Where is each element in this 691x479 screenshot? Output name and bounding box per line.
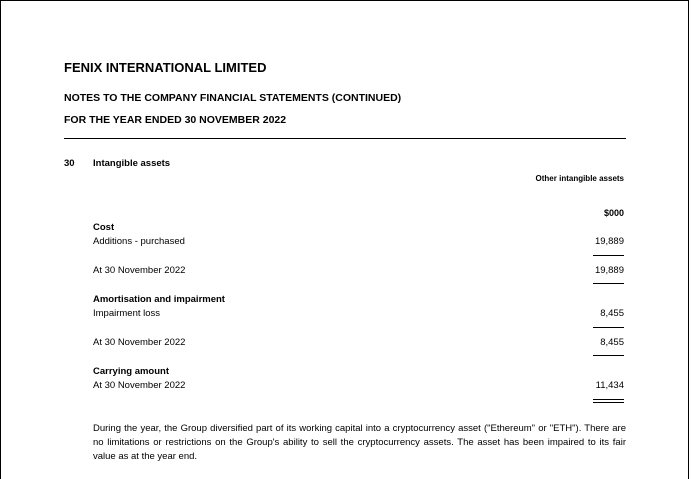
note-title: Intangible assets (93, 158, 171, 169)
impairment-value: 8,455 (600, 308, 624, 319)
note-number: 30 (64, 158, 75, 169)
cost-closing-value: 19,889 (594, 265, 624, 276)
double-rule-bottom (593, 402, 624, 403)
period-heading: FOR THE YEAR ENDED 30 NOVEMBER 2022 (64, 114, 287, 126)
amortisation-closing-value: 8,455 (600, 337, 624, 348)
amortisation-heading: Amortisation and impairment (93, 294, 225, 305)
column-heading: Other intangible assets (535, 174, 624, 183)
impairment-label: Impairment loss (93, 308, 161, 319)
company-name: FENIX INTERNATIONAL LIMITED (64, 60, 267, 75)
carrying-closing-value: 11,434 (595, 380, 624, 391)
total-rule (593, 283, 624, 284)
double-rule-top (593, 399, 624, 400)
carrying-closing-label: At 30 November 2022 (93, 380, 186, 391)
unit-label: $000 (603, 208, 624, 218)
subtotal-rule (593, 255, 624, 256)
note-paragraph: During the year, the Group diversified part of its working capital into a cryptocurrency asset ("Ethereum" or "ETH"). There are no limitations or restrictions on the Group's ability to sell the cryptocurrency assets. The asset has been impaired to its fair value as at the year end. (93, 423, 626, 462)
subtotal-rule (593, 327, 624, 328)
cost-heading: Cost (93, 222, 115, 233)
header-divider (64, 138, 626, 139)
cost-closing-label: At 30 November 2022 (93, 265, 186, 276)
amortisation-closing-label: At 30 November 2022 (93, 337, 186, 348)
additions-value: 19,889 (594, 236, 624, 247)
carrying-heading: Carrying amount (93, 366, 170, 377)
additions-label: Additions - purchased (93, 236, 185, 247)
total-rule (593, 355, 624, 356)
notes-title: NOTES TO THE COMPANY FINANCIAL STATEMENTS (CONTINUED) (64, 92, 402, 104)
